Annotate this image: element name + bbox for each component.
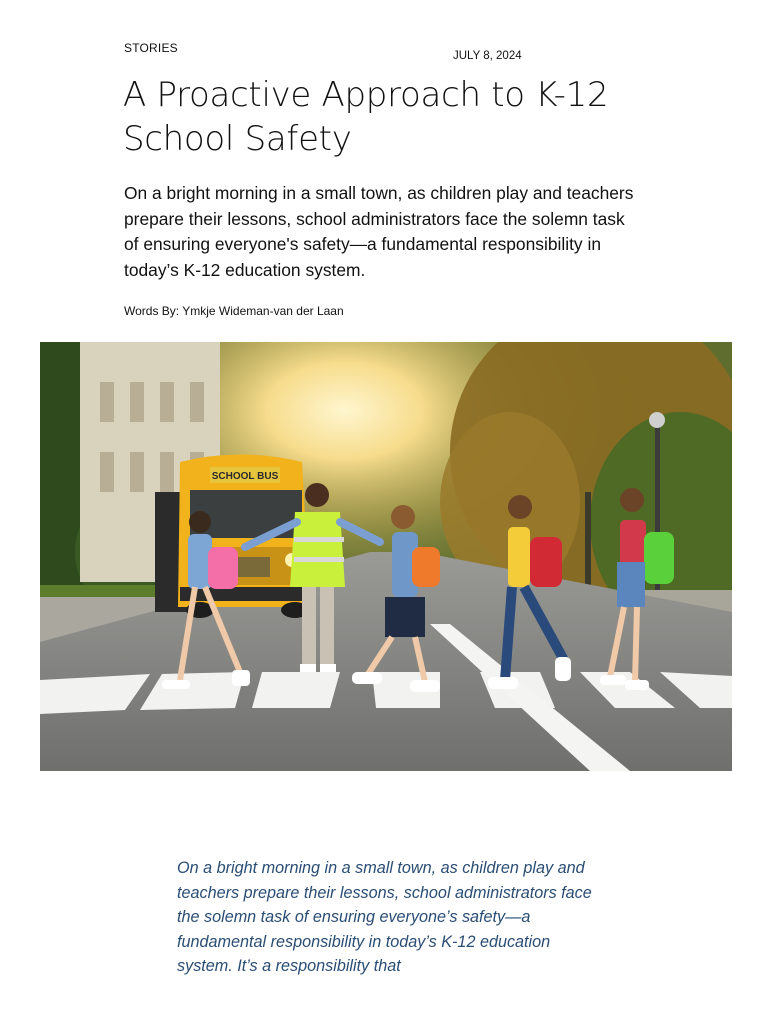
article-title: A Proactive Approach to K-12 School Safety: [123, 75, 609, 159]
hero-photo: [40, 342, 732, 771]
article-body-excerpt: On a bright morning in a small town, as children play and teachers prepare their lessons, school administrators face the solemn task of ensuring everyone’s safety—a fundamental responsibility in today’s K-12 education system. It’s a responsibility that: [177, 859, 592, 975]
bus-sign: SCHOOL BUS: [211, 471, 279, 482]
article-category[interactable]: STORIES: [124, 41, 178, 55]
publish-date: JULY 8, 2024: [453, 50, 522, 62]
author-name: Ymkje Wideman-van der Laan: [182, 304, 344, 318]
byline: [124, 304, 344, 318]
byline-label: Words By:: [124, 304, 180, 318]
article-lede: On a bright morning in a small town, as children play and teachers prepare their lessons, school administrators face the solemn task of ensuring everyone's safety—a fundamental responsibility in today’s K-12 education system.: [124, 183, 634, 280]
